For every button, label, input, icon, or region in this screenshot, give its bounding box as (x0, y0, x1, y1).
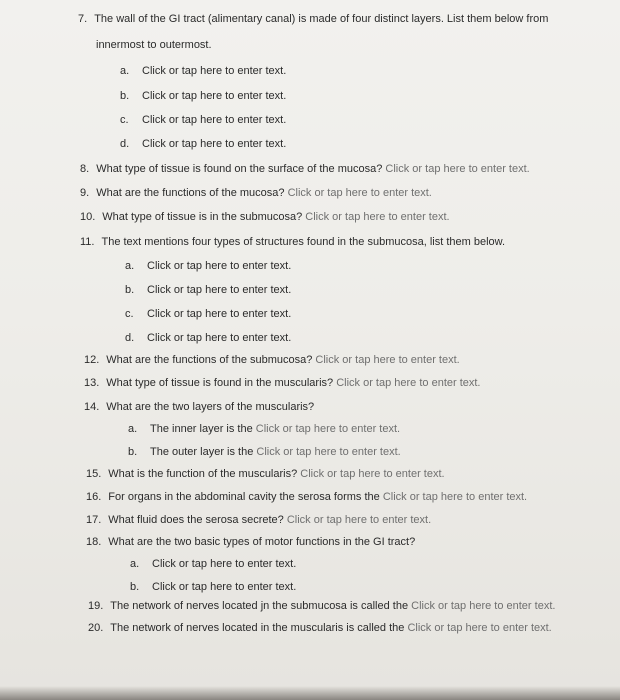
answer-7b[interactable] (120, 89, 286, 103)
question-number: 13. (84, 377, 100, 389)
answer-placeholder[interactable]: Click or tap here to enter text. (385, 163, 530, 175)
item-letter: a. (125, 260, 135, 272)
item-letter: a. (120, 65, 130, 77)
question-number: 15. (86, 468, 102, 480)
question-text: What type of tissue is found in the muscularis? (106, 377, 334, 389)
answer-placeholder[interactable]: Click or tap here to enter text. (300, 468, 445, 480)
answer-placeholder[interactable]: Click or tap here to enter text. (382, 491, 528, 503)
answer-11c[interactable] (125, 307, 291, 321)
item-letter: b. (125, 284, 135, 296)
answer-placeholder[interactable]: Click or tap here to enter text. (147, 308, 292, 320)
question-10 (80, 210, 450, 224)
question-11 (80, 235, 505, 249)
question-text: innermost to outermost. (96, 39, 212, 51)
answer-placeholder[interactable]: Click or tap here to enter text. (142, 65, 287, 77)
question-7-continued (96, 38, 212, 52)
answer-18a[interactable] (130, 557, 296, 571)
question-text: What type of tissue is found on the surface of the mucosa? (96, 163, 383, 175)
answer-7d[interactable] (120, 137, 286, 151)
question-15 (86, 467, 445, 481)
answer-11b[interactable] (125, 283, 291, 297)
question-number: 7. (78, 13, 88, 25)
question-12 (84, 353, 460, 367)
question-16 (86, 490, 527, 504)
question-number: 17. (86, 514, 102, 526)
question-number: 9. (80, 187, 90, 199)
answer-7c[interactable] (120, 113, 286, 127)
answer-placeholder[interactable]: Click or tap here to enter text. (287, 187, 432, 199)
item-letter: a. (128, 423, 138, 435)
answer-placeholder[interactable]: Click or tap here to enter text. (407, 622, 552, 634)
question-text: The network of nerves located in the muscularis is called the (110, 622, 405, 634)
answer-placeholder[interactable]: Click or tap here to enter text. (255, 423, 401, 435)
question-number: 11. (80, 236, 95, 248)
answer-14a[interactable] (128, 422, 400, 436)
item-letter: b. (130, 581, 140, 593)
item-letter: b. (128, 446, 138, 458)
page-edge-shadow (0, 686, 620, 700)
item-letter: b. (120, 90, 130, 102)
question-13 (84, 376, 481, 390)
answer-placeholder[interactable]: Click or tap here to enter text. (142, 114, 287, 126)
question-number: 10. (80, 211, 96, 223)
answer-11d[interactable] (125, 331, 291, 345)
answer-placeholder[interactable]: Click or tap here to enter text. (147, 332, 292, 344)
question-8 (80, 162, 530, 176)
item-letter: c. (125, 308, 134, 320)
question-text: What fluid does the serosa secrete? (108, 514, 284, 526)
answer-7a[interactable] (120, 64, 286, 78)
question-text: What are the two basic types of motor functions in the GI tract? (108, 536, 416, 548)
question-14 (84, 400, 314, 414)
question-text: The wall of the GI tract (alimentary canal) is made of four distinct layers. List them below from (94, 13, 549, 25)
question-text: What is the function of the muscularis? (108, 468, 298, 480)
answer-placeholder[interactable]: Click or tap here to enter text. (411, 600, 556, 612)
item-letter: a. (130, 558, 140, 570)
answer-placeholder[interactable]: Click or tap here to enter text. (305, 211, 450, 223)
question-text: What are the functions of the submucosa? (106, 354, 313, 366)
answer-placeholder[interactable]: Click or tap here to enter text. (152, 558, 297, 570)
answer-11a[interactable] (125, 259, 291, 273)
answer-placeholder[interactable]: Click or tap here to enter text. (142, 138, 287, 150)
question-9 (80, 186, 432, 200)
answer-placeholder[interactable]: Click or tap here to enter text. (315, 354, 460, 366)
item-letter: c. (120, 114, 129, 126)
answer-placeholder[interactable]: Click or tap here to enter text. (336, 377, 481, 389)
question-text: The text mentions four types of structures found in the submucosa, list them below. (101, 236, 506, 248)
answer-14b[interactable] (128, 445, 401, 459)
question-text: What are the two layers of the muscularis? (106, 401, 315, 413)
question-text: For organs in the abdominal cavity the serosa forms the (108, 491, 380, 503)
answer-prefix: The outer layer is the (150, 446, 254, 458)
question-19 (88, 599, 555, 613)
answer-18b[interactable] (130, 580, 296, 594)
question-20 (88, 621, 552, 635)
question-7 (78, 12, 548, 26)
question-number: 20. (88, 622, 104, 634)
question-number: 12. (84, 354, 100, 366)
question-number: 19. (88, 600, 104, 612)
answer-placeholder[interactable]: Click or tap here to enter text. (142, 90, 287, 102)
question-text: The network of nerves located jn the submucosa is called the (110, 600, 409, 612)
question-text: What are the functions of the mucosa? (96, 187, 285, 199)
answer-prefix: The inner layer is the (150, 423, 253, 435)
answer-placeholder[interactable]: Click or tap here to enter text. (147, 284, 292, 296)
question-number: 8. (80, 163, 90, 175)
answer-placeholder[interactable]: Click or tap here to enter text. (147, 260, 292, 272)
question-number: 18. (86, 536, 102, 548)
question-number: 16. (86, 491, 102, 503)
question-number: 14. (84, 401, 100, 413)
item-letter: d. (120, 138, 130, 150)
question-text: What type of tissue is in the submucosa? (102, 211, 303, 223)
answer-placeholder[interactable]: Click or tap here to enter text. (256, 446, 401, 458)
question-18 (86, 535, 415, 549)
item-letter: d. (125, 332, 135, 344)
answer-placeholder[interactable]: Click or tap here to enter text. (286, 514, 432, 526)
question-17 (86, 513, 431, 527)
answer-placeholder[interactable]: Click or tap here to enter text. (152, 581, 297, 593)
